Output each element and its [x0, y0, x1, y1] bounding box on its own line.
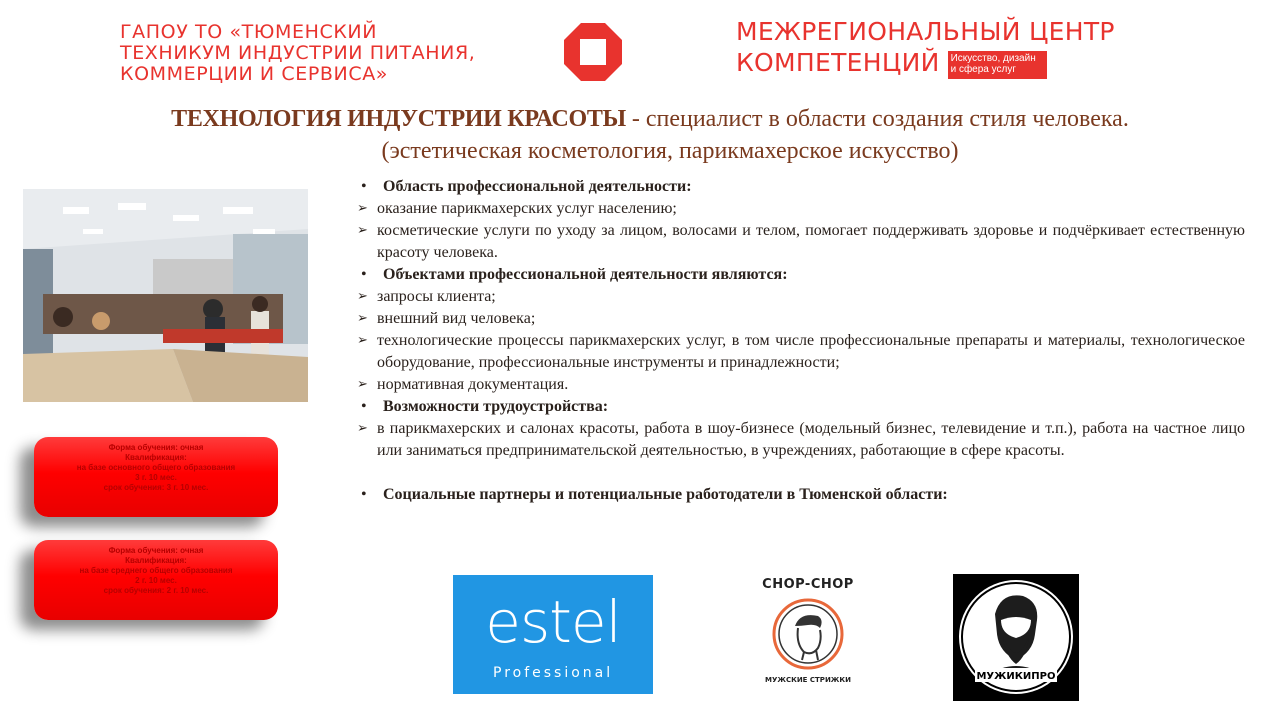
chop-subtitle: МУЖСКИЕ СТРИЖКИ: [765, 676, 851, 684]
center-line1: МЕЖРЕГИОНАЛЬНЫЙ ЦЕНТР: [736, 17, 1115, 46]
college-name-line: ГАПОУ ТО «ТЮМЕНСКИЙ: [120, 21, 378, 43]
option-line: 3 г. 10 мес.: [135, 473, 177, 482]
estel-wordmark: estel: [485, 588, 621, 656]
education-option-secondary-button[interactable]: [34, 540, 278, 620]
page-title: [0, 104, 1280, 134]
center-line2: КОМПЕТЕНЦИЙ: [736, 48, 940, 77]
chop-title: CHOP-CHOP: [762, 577, 854, 592]
section-heading: • Область профессиональной деятельности:: [357, 176, 1245, 198]
education-option-basic-button[interactable]: [34, 437, 278, 517]
list-item: ➢ внешний вид человека;: [357, 308, 1245, 330]
barber-head-icon: [768, 594, 848, 674]
list-item: ➢ нормативная документация.: [357, 374, 1245, 396]
page-subtitle: (эстетическая косметология, парикмахерское искусство): [381, 138, 959, 164]
list-item: ➢ технологические процессы парикмахерских услуг, в том числе профессиональные препараты и материалы, технологическое оборудование, профессиональные инструменты и принадлежности;: [357, 330, 1245, 374]
competence-center-name: [736, 16, 1166, 79]
muzh-title: МУЖИКИПРО: [976, 671, 1056, 682]
section-heading: • Объектами профессиональной деятельности являются:: [357, 264, 1245, 286]
section-heading: • Возможности трудоустройства:: [357, 396, 1245, 418]
center-tag: Искусство, дизайн и сфера услуг: [948, 51, 1047, 79]
college-name-line: КОММЕРЦИИ И СЕРВИСА»: [120, 63, 389, 85]
title-rest: - специалист в области создания стиля человека.: [625, 106, 1129, 132]
list-item: ➢ запросы клиента;: [357, 286, 1245, 308]
option-line: Форма обучения: очная: [108, 443, 204, 452]
option-line: Квалификация:: [125, 453, 187, 462]
college-name-line: ТЕХНИКУМ ИНДУСТРИИ ПИТАНИЯ,: [120, 42, 476, 64]
title-bold: ТЕХНОЛОГИЯ ИНДУСТРИИ КРАСОТЫ: [171, 106, 626, 132]
option-line: на базе среднего общего образования: [79, 566, 233, 575]
classroom-photo: [23, 189, 308, 402]
chop-chop-logo: [743, 577, 873, 694]
option-line: на базе основного общего образования: [76, 463, 236, 472]
profession-description: [357, 176, 1245, 506]
option-line: Форма обучения: очная: [108, 546, 204, 555]
section-heading: • Социальные партнеры и потенциальные работодатели в Тюменской области:: [357, 484, 1245, 506]
college-name: [120, 22, 500, 85]
list-item: ➢ оказание парикмахерских услуг населению;: [357, 198, 1245, 220]
muzhiki-pro-logo: [953, 574, 1079, 701]
option-line: срок обучения: 3 г. 10 мес.: [103, 483, 209, 492]
estel-subtitle: Professional: [493, 665, 614, 681]
list-item: ➢ в парикмахерских и салонах красоты, работа в шоу-бизнесе (модельный бизнес, телевидение и т.п.), работа на частное лицо или заниматься предпринимательской деятельностью, в учреждениях, работающие в сфере красоты.: [357, 418, 1245, 462]
spacer: [357, 462, 1245, 484]
option-line: 2 г. 10 мес.: [135, 576, 177, 585]
list-item: ➢ косметические услуги по уходу за лицом, волосами и телом, помогает поддерживать здоровье и подчёркивает естественную красоту человека.: [357, 220, 1245, 264]
bearded-man-icon: [953, 574, 1079, 701]
option-line: Квалификация:: [125, 556, 187, 565]
red-octagon-logo-icon: [563, 22, 623, 82]
option-line: срок обучения: 2 г. 10 мес.: [103, 586, 209, 595]
estel-logo: [453, 575, 653, 694]
